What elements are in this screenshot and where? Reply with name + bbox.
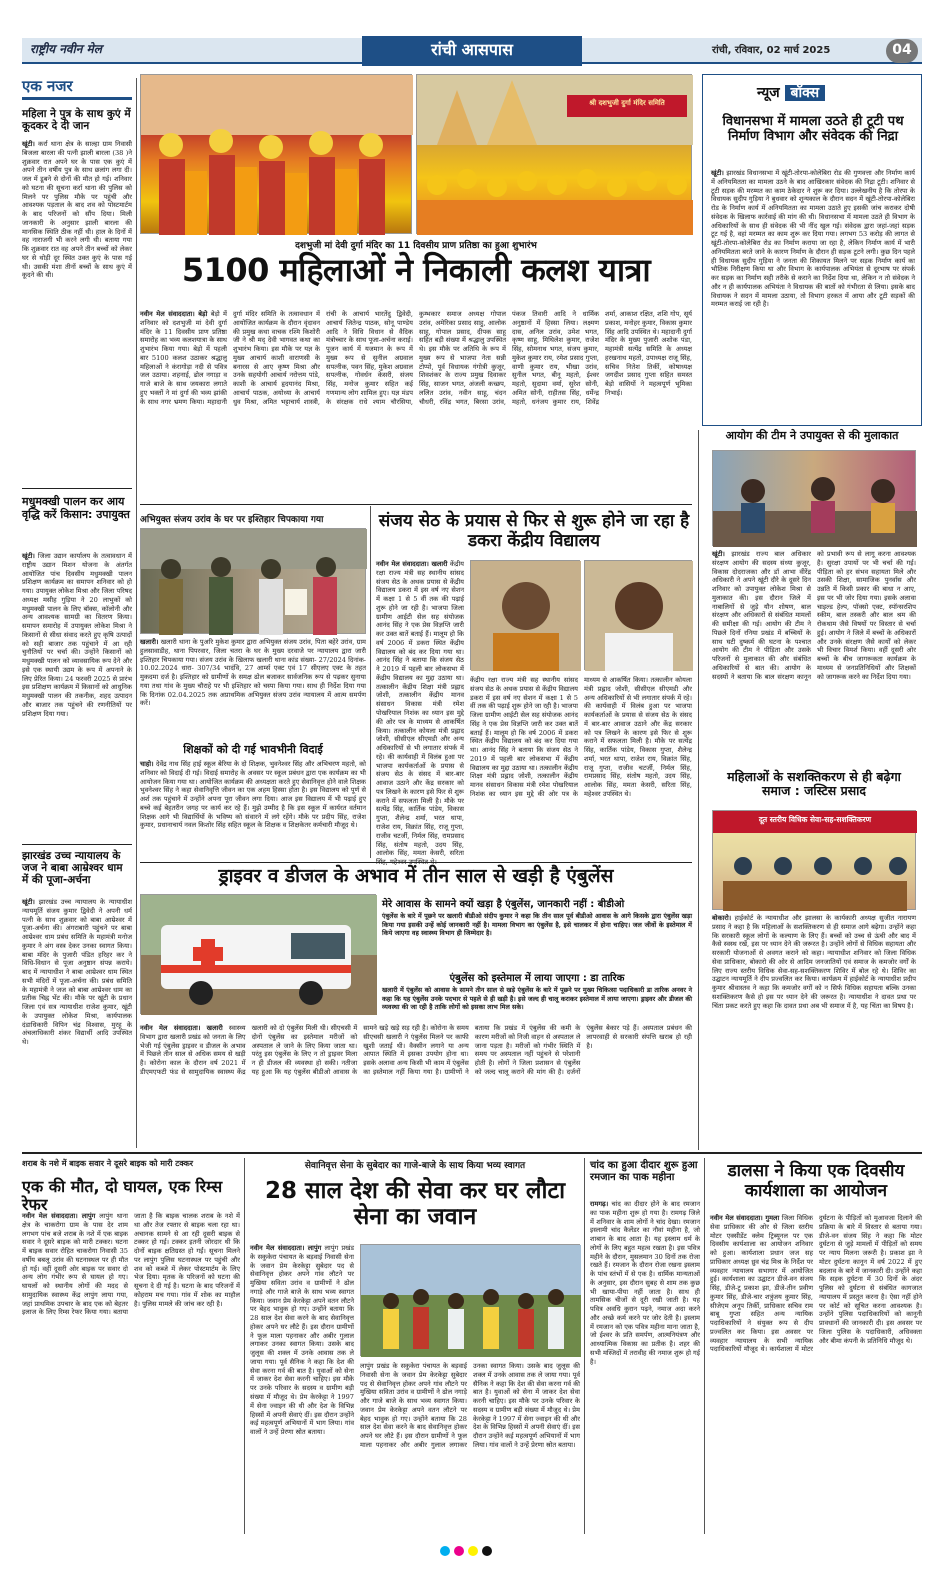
swatch-yellow <box>468 1546 478 1556</box>
kendriya-headline: संजय सेठ के प्रयास से फिर से शुरू होने जा रहा है डकरा केंद्रीय विद्यालय <box>378 511 690 551</box>
mahila-samaj-photo <box>712 810 916 910</box>
sanjay-seth-photo <box>470 560 580 670</box>
ambulance-intro-tarik: खलारी में एंबुलेंस को आवास के सामने तीन साल से खड़े एंबुलेंस के बारे में पूछने पर मुख्य चिकित्सा पदाधिकारी डा तारिक अनवर ने कहा कि यह एंबुलेंस उनके पदभार से पहले से ही खड़ी है। इसे जल्द ही चालू कराकर इस्तेमाल में लाया जाएगा। ड्राइवर और डीजल की व्यवस्था की जा रही है ताकि लोगों को इसका लाभ मिल सके। <box>382 986 692 1012</box>
masthead <box>22 38 922 64</box>
shikshak-headline: शिक्षकों को दी गई भावभीनी विदाई <box>183 743 323 756</box>
ambulance-headline: ड्राइवर व डीजल के अभाव में तीन साल से खड़ी है एंबुलेंस <box>218 865 614 887</box>
ambulance-photo <box>140 894 376 1014</box>
kalash-photo-caption: दशभुजी मां देवी दुर्गा मंदिर का 11 दिवसीय प्राण प्रतिष्ठा का हुआ शुभारंभ <box>295 241 537 251</box>
issue-date: रांची, रविवार, 02 मार्च 2025 <box>712 45 831 56</box>
sena-photo <box>360 1244 580 1356</box>
brief2-body: खूंटी। जिला उद्यान कार्यालय के तत्वावधान में राष्ट्रीय उद्यान मिशन योजना के अंतर्गत आयोजित पांच दिवसीय मधुमक्खी पालन प्रशिक्षण कार्यक्रम का समापन शनिवार को हो गया। उपायुक्त लोकेश मिश्रा और जिला परिषद अध्यक्ष मसीह गुड़िया ने 20 लाभुकों को मधुमक्खी पालन के लिए बॉक्स, कॉलोनी और अन्य आवश्यक सामग्री का वितरण किया। समापन समारोह में उपायुक्त लोकेश मिश्रा ने किसानों से सीधा संवाद करते हुए कृषि उत्पादों को सही बाजार तक पहुंचाने में आ रही चुनौतियों पर चर्चा की। उन्होंने किसानों को मधुमक्खी पालन को व्यावसायिक रूप देने और इसे एक स्थायी उद्यम के रूप में अपनाने के लिए प्रेरित किया। 24 फरवरी 2025 से प्रारंभ इस प्रशिक्षण कार्यक्रम में किसानों को आधुनिक मधुमक्खी पालन की तकनीक, शहद उत्पादन और बाजार तक पहुंचने की रणनीतियों पर प्रशिक्षण दिया गया। <box>22 552 132 718</box>
ayog-body: खूंटी। झारखंड राज्य बाल अधिकार संरक्षण आयोग की सदस्य संध्या कुजूर, विकास दोदराजका और डॉ आभा वीरेंद्र अधिकारी ने अपने खूंटी दौरे के दूसरे दिन शनिवार को उपायुक्त लोकेश मिश्रा से मुलाकात की। इस दौरान जिले में नाबालिगों से जुड़े यौन शोषण, बाल संरक्षण और अधिकारों से संबंधित मामलों की समीक्षा की गई। आयोग की टीम ने पिछले दिनों रनिया प्रखंड में बच्चियों के साथ घटी दुष्कर्म की घटना के पश्चात आयोग की टीम ने पीड़िता और उसके परिजनों से मुलाकात की और संबंधित अधिकारियों से बात की। आयोग के सदस्यों ने बताया कि बाल संरक्षण कानून को प्रभावी रूप से लागू करना आवश्यक है। सुरक्षा उपायों पर भी चर्चा की गई। पीड़िता को हर संभव सहायता मिले और उसकी शिक्षा, सामाजिक पुनर्वास और उन्नति में किसी प्रकार की बाधा न आए, इस पर भी जोर दिया गया। इसके अलावा चाइल्ड हेल्प, पॉक्सो एक्ट, स्पॉन्सरशिप स्कीम, बाल तस्करी और बाल श्रम की रोकथाम जैसे विषयों पर विस्तार से चर्चा हुई। आयोग ने जिले में बच्चों के अधिकारों और उनके संरक्षण जैसे कार्यों को लेकर भी विचार विमर्श किया। वहीं दूसरी ओर बच्चों के बीच जागरूकता कार्यक्रम के माध्यम से जनप्रतिनिधियों और शिक्षकों को जागरूक करने का निर्देश दिया गया। <box>712 550 916 681</box>
divider <box>22 488 132 489</box>
bike-kicker: शराब के नशे में बाइक सवार ने दूसरे बाइक को मारी टक्कर <box>22 1159 194 1168</box>
sena-body-col2: लापुंग प्रखंड के सकुकेरा पंचायत के बड़वाई निवासी सेना के जवान प्रेम केरकेट्टा सुबेदार पद से सेवानिवृत्त होकर अपने गांव लौटने पर मुखिया सविता उरांव व ग्रामीणों ने ढोल नगाड़े और गाजे बाजे के साथ भव्य स्वागत किया। जवान प्रेम केरकेट्टा अपने वतन लौटने पर बेहद भावुक हो गए। उन्होंने बताया कि 28 साल देश सेवा करने के बाद सेवानिवृत्त होकर अपने घर लौटे हैं। इस दौरान ग्रामीणों ने फूल माला पहनाकर और अबीर गुलाल लगाकर उनका स्वागत किया। उसके बाद जुलूस की शक्ल में उनके आवास तक ले जाया गया। पूर्व सैनिक ने कहा कि देश की सेवा करना गर्व की बात है। युवाओं को सेना में जाकर देश सेवा करनी चाहिए। इस मौके पर उनके परिवार के सदस्य व ग्रामीण बड़ी संख्या में मौजूद थे। प्रेम केरकेट्टा ने 1997 में सेना ज्वाइन की थी और देश के विभिन्न हिस्सों में अपनी सेवाएं दीं। इस दौरान उन्होंने कई महत्वपूर्ण अभियानों में भाग लिया। गांव वालों ने उन्हें प्रेरणा स्रोत बताया। <box>360 1362 580 1449</box>
ambulance-intro-bdo: एंबुलेंस के बारे में पूछने पर खलारी बीडीओ संदीप कुमार ने कहा कि तीन साल पूर्व बीडीओ आवास के आगे किसके द्वारा एंबुलेंस खड़ा किया गया इसकी उन्हें कोई जानकारी नहीं है। मामला विभाग का एंबुलेंस है, इसे चालकर में होना चाहिए। जल जीवों के इस्तेमाल में किये जाएगा वह स्वास्थ्य विभाग ही जिम्मेदार है। <box>382 912 692 938</box>
ishtehar-body: खलारी। खलारी थाना के पुअरि मुकेश कुमार द्वारा अभियुक्त संजय उरांव, पिता बहेरे उरांव, ग्राम हुलसावाडीह, थाना पिपरवार, जिला चतरा के घर के मुख्य दरवाजे पर न्यायालय द्वारा जारी इश्तिहार चिपकाया गया। संजय उरांव के खिलाफ खलारी थाना कांड संख्या- 27/2024 दिनांक- 10.02.2024 धारा- 307/34 भादंवि, 27 आर्म्स एक्ट एवं 17 सीएलए एक्ट के तहत मुकदमा दर्ज है। इश्तिहार को ग्रामीणों के समक्ष ढोल बजाकर सार्वजनिक रूप से पढ़कर सुनाया गया तथा गांव के मुख्य चौराहे पर भी इश्तिहार को चस्पा किया गया। साथ ही निर्देश दिया गया कि दिनांक 02.04.2025 तक अप्राथमिक अभियुक्त संजय उरांव न्यायालय में आत्म समर्पण करें। <box>140 638 366 708</box>
registration-color-bar <box>440 1546 510 1556</box>
kalash-body: नवीन मेल संवाददाता। बेड़ो बेड़ो में शनिवार को दशभुजी मां देवी दुर्गा मंदिर के 11 दिवसीय प्राण प्रतिष्ठा समारोह का भव्य कलशयात्रा के साथ शुभारंभ किया गया। बेड़ो में पहली बार 5100 कलश उठाकर श्रद्धालु महिलाओं ने कंरागोड़ा नदी से पवित्र जल उठाया। शहनाई, ढोल नगाड़ा व गाजे बाजे के साथ जयकारा लगाते हुए भक्तों ने मां दुर्गा की भव्य झांकी के साथ नगर भ्रमण किया। महादानी दुर्गा मंदिर समिति के तत्वावधान में आयोजित कार्यक्रम के दौरान वृंदावन की प्रमुख कथा वाचक रश्मि किशोरी जी ने श्री मद् देवी भागवत कथा का शुभारंभ किया। इस मौके पर यज्ञ के मुख्य आचार्य काशी वाराणसी के बनारस से आए कृष्ण मिश्रा और उनके सहयोगी आचार्य नरोत्तम पांडे, काशी के आचार्य हृदयानंद मिश्रा, आचार्य पाठक, अयोध्या के आचार्य धुव मिश्रा, अमित भट्टाचार्य शास्त्री, रांची के आचार्य भारतेंदु द्विवेदी, आचार्य जितेन्द्र पाठक, सोनू पाण्डेय आदि ने विधि विधान से वैदिक मंत्रोच्चार के साथ पूजा-अर्चना कराई। पूजन कार्य में यजमान के रूप में मुख्य रूप से सुनील अग्रवाल सपत्नीक, पवन सिंह, मुकेश अग्रवाल सपत्नीक, गोवर्धन केसरी, संजय सिंह, मनोज कुमार सहित कई गणमान्य लोग शामिल हुए। यज्ञ मंडप के संरक्षक राधे श्याम चौरसिया, कुम्भकार समाज अध्यक्ष गोपाल उरांव, अमेरिका प्रसाद साहु, आलोक साहू, गोपाल प्रसाद, दीपक साहू सहित बड़ी संख्या में श्रद्धालु उपस्थित थे। इस मौके पर अतिथि के रूप में मुख्य रूप से भाजपा नेता सन्नी टोप्पो, पूर्व विधायक गंगोत्री कुजूर, शिवशंकर के राज्य प्रमुख दिवाकर सिंह, साजन भगत, अंजली कच्छप, ललित उरांव, नवीन साहू, चंदन चौधरी, रविंद्र भगत, बिरसा उरांव, पंकज तिवारी आदि ने धार्मिक अनुष्ठानों में हिस्सा लिया। लक्ष्मण दास, अनिल उरांव, उमेश भगत, कृष्ण साहू, मिथिलेश कुमार, राजेश सिंह, सोमनाथ भगत, संजय कुमार, मुकेश कुमार राय, रमेश प्रसाद गुप्ता, वाणी कुमार राय, भीखा उरांव, सुनील भगत, बीनू महतो, ईश्वर महतो, सुदामा वर्मा, सुरेश सोनी, अमित सोनी, राहीतस सिंह, धर्मेन्द्र महतो, धनंजय कुमार राय, शिवेंद्र शर्मा, आकाश रक्षित, शशि गोप, सूर्य प्रकाश, मनोहर कुमार, विकास कुमार सिंह आदि उपस्थित थे। महादानी दुर्गा मंदिर के मुख्य पुजारी अशोक पंडा, महामंत्री सत्येंद्र समिति के अध्यक्ष हरखनाथ महतो, उपाध्यक्ष राजू सिंह, सचिव नितेश तिर्की, कोषाध्यक्ष जगदीश प्रसाद गुप्ता सहित समस्त बेड़ो वासियों ने महत्वपूर्ण भूमिका निभाई। <box>140 310 692 406</box>
swatch-cyan <box>440 1546 450 1556</box>
column-divider <box>584 1158 585 1534</box>
vidhansabha-body: खूंटी। झारखंड विधानसभा में खूंटी-तोरपा-कोलेबिरा रोड की गुणवत्ता और निर्माण कार्य में अनियमितता का मामला उठने के बाद आखिरकार संवेदक की निद्रा टूटी। शनिवार से टूटी सड़क की मरम्मत का काम ठेकेदार ने शुरू कर दिया। उल्लेखनीय है कि तोरपा के विधायक सुदीप गुड़िया ने बुधवार को शून्यकाल के दौरान सदन में खूंटी-तोरपा-कोलेबिरा रोड के निर्माण कार्य में अनियमितता का मामला उठाते हुए इसकी जांच कराकर दोषी संवेदक के खिलाफ कार्रवाई की मांग की थी। विधानसभा में मामला उठते ही विभाग के अधिकारियों के साथ ही संवेदक की भी नींद खुल गई। संवेदक द्वारा जहां-जहां सड़क टूट गई है, वहां मरम्मत का काम शुरू कर दिया गया। लगभग 53 करोड़ की लागत से खूंटी-तोरपा-कोलेबिरा रोड का निर्माण कराया जा रहा है, लेकिन निर्माण कार्य में भारी अनियमितता बरते जाने के कारण निर्माण के दौरान ही सड़क टूटने लगी। कुछ दिन पहले ही विधायक सुदीप गुड़िया ने जनता की शिकायत मिलने पर सड़क निर्माण कार्य का भौतिक निरीक्षण किया था और विभाग के कार्यपालक अभियंता से दूरभाष पर संपर्क कर सड़क का निर्माण सही तरीके से कराने का निर्देश दिया था, लेकिन न तो संवेदक ने और न ही कार्यपालक अभियंता ने विधायक की बातों को गंभीरता से लिया। इसके बाद विधायक ने सदन में मामला उठाया, तो विभाग हरकत में आया और टूटी सड़कों की मरम्मत कराई जा रही है। <box>711 169 915 309</box>
sena-body-col1: नवीन मेल संवाददाता। लापुंग लापुंग प्रखंड के सकुकेरा पंचायत के बड़वाई निवासी सेना के जवान प्रेम केरकेट्टा सुबेदार पद से सेवानिवृत्त होकर अपने गांव लौटने पर मुखिया सविता उरांव व ग्रामीणों ने ढोल नगाड़े और गाजे बाजे के साथ भव्य स्वागत किया। जवान प्रेम केरकेट्टा अपने वतन लौटने पर बेहद भावुक हो गए। उन्होंने बताया कि 28 साल देश सेवा करने के बाद सेवानिवृत्त होकर अपने घर लौटे हैं। इस दौरान ग्रामीणों ने फूल माला पहनाकर और अबीर गुलाल लगाकर उनका स्वागत किया। उसके बाद जुलूस की शक्ल में उनके आवास तक ले जाया गया। पूर्व सैनिक ने कहा कि देश की सेवा करना गर्व की बात है। युवाओं को सेना में जाकर देश सेवा करनी चाहिए। इस मौके पर उनके परिवार के सदस्य व ग्रामीण बड़ी संख्या में मौजूद थे। प्रेम केरकेट्टा ने 1997 में सेना ज्वाइन की थी और देश के विभिन्न हिस्सों में अपनी सेवाएं दीं। इस दौरान उन्होंने कई महत्वपूर्ण अभियानों में भाग लिया। गांव वालों ने उन्हें प्रेरणा स्रोत बताया। <box>250 1244 354 1437</box>
kendriya-body-col2: केंद्रीय रक्षा राज्य मंत्री सह स्थानीय सांसद संजय सेठ के अथक प्रयास से केंद्रीय विद्यालय डकरा में इस वर्ष नए सेशन में कक्षा 1 से 5 वीं तक की पढ़ाई शुरू होने जा रही है। भाजपा जिला ग्रामीण आईटी सेल सह संयोजक आनंद सिंह ने एक प्रेस विज्ञप्ति जारी कर उक्त बातें बताई हैं। मालूम हो कि वर्ष 2006 में डकरा स्थित केंद्रीय विद्यालय को बंद कर दिया गया था। आनंद सिंह ने बताया कि संजय सेठ ने 2019 में पहली बार लोकसभा में केंद्रीय विद्यालय का मुद्दा उठाया था। तत्कालीन केंद्रीय शिक्षा मंत्री प्रह्लाद जोशी, तत्कालीन केंद्रीय मानव संसाधन विकास मंत्री रमेश पोखरियाल निशंक का ध्यान इस मुद्दे की ओर पत्र के माध्यम से आकर्षित किया। तत्कालीन कोयला मंत्री प्रह्लाद जोशी, सीसीएल सीएमडी और अन्य अधिकारियों से भी लगातार संपर्क में रहे। की कार्यवाही में विलंब हुआ पर भाजपा कार्यकर्ताओं के प्रयास से संजय सेठ के संसद में बार-बार आवाज उठाने और केंद्र सरकार को पत्र लिखने के कारण इसे फिर से शुरू कराने में सफलता मिली है। मौके पर सत्येंद्र सिंह, कार्तिक पांडेय, विकास गुप्ता, शैलेन्द्र शर्मा, भरत थापा, राजेश राय, विक्रांत सिंह, राजू गुप्ता, राजीव चटर्जी, निर्मल सिंह, रामप्रसाद सिंह, संतोष महतो, उदय सिंह, आलोक सिंह, ममता केसरी, सरिता सिंह, महेश्वर उपस्थित थे। <box>470 676 692 798</box>
ramzan-body: रामगढ़। चांद का दीदार होने के बाद रमजान का पाक महीना शुरू हो गया है। रामगढ़ जिले में शनिवार के शाम लोगों ने चांद देखा। रमजान इस्लामी चांद कैलेंडर का नौवां महीना है, जो शाबान के बाद आता है। यह इस्लाम धर्म के लोगों के लिए बहुत महत्व रखता है। इस पवित्र महीने के दौरान, मुसलमान 30 दिनों तक रोजा रखते हैं। रमजान के दौरान रोजा रखना इस्लाम के पांच स्तंभों में से एक है। धार्मिक मान्यताओं के अनुसार, इस दौरान सुबह से शाम तक कुछ भी खाया-पीया नहीं जाता है। साथ ही तामसिक चीजों से दूरी रखी जाती है। यह पवित्र अवधि कुरान पढ़ने, नमाज अदा करने और अच्छे कर्म करने पर जोर देती है। इस्लाम में रमजान को एक पवित्र महीना माना जाता है, जो ईश्वर के प्रति समर्पण, आत्मनियंत्रण और आध्यात्मिक विकास का प्रतीक है। शहर की सभी मस्जिदों में तरावीह की नमाज शुरू हो गई है। <box>590 1200 700 1366</box>
dalsa-body: नवीन मेल संवाददाता। गुमला जिला विधिक सेवा प्राधिकार की ओर से जिला स्तरीय मोटर एक्सीडेंट क्लेम ट्रिब्यूनल पर एक दिवसीय कार्यशाला का आयोजन शनिवार को हुआ। कार्यशाला प्रधान जज सह प्राधिकार अध्यक्ष ध्रुव चंद्र मिश्र के निर्देश पर व्यवहार न्यायालय सभागार में आयोजित हुई। कार्यशाला का उद्घाटन डीजे-वन संजय सिंह, डीजे-टू प्रकाश झा, डीजे-तीन प्रवीण कुमार सिंह, डीजे-चार शत्रुंजय कुमार सिंह, सीजेएम अनूप तिर्की, प्राधिकार सचिव राम बाबू गुप्ता सहित अन्य न्यायिक पदाधिकारियों ने संयुक्त रूप से दीप प्रज्वलित कर किया। इस अवसर पर व्यवहार न्यायालय के सभी न्यायिक पदाधिकारियों मौजूद थे। कार्यशाला में मोटर दुर्घटना के पीड़ितों को मुआवजा दिलाने की प्रक्रिया के बारे में विस्तार से बताया गया। डीजे-वन संजय सिंह ने कहा कि मोटर दुर्घटना से जुड़े मामलों में पीड़ितों को समय पर न्याय मिलना जरूरी है। प्रकाश झा ने मोटर दुर्घटना कानून में वर्ष 2022 में हुए बदलाव के बारे में जानकारी दी। उन्होंने कहा कि सड़क दुर्घटना में 30 दिनों के अंदर पुलिस को दुर्घटना से संबंधित कागजात न्यायालय में प्रस्तुत करना है। ऐसा नहीं होने पर कोर्ट को सूचित करना आवश्यक है। उन्होंने पुलिस पदाधिकारियों को कानूनी प्रावधानों की जानकारी दी। इस अवसर पर जिला पुलिस के पदाधिकारी, अधिवक्ता और बीमा कंपनी के प्रतिनिधि मौजूद थे। <box>710 1214 922 1354</box>
bike-headline: एक की मौत, दो घायल, एक रिम्स रेफर <box>22 1177 223 1215</box>
brief1-body: खूंटी। कर्रा थाना क्षेत्र के साल्हा ग्राम निवासी बिजला बारला की पत्नी झाली बारला (38 )ने शुक्रवार रात अपने घर के पास एक कुएं में अपने तीन वर्षीय पुत्र के साथ छलांग लगा दी। जल में डूबने से दोनों की मौत हो गई। शनिवार को घटना की सूचना कर्रा थाना की पुलिस को मिलने पर पुलिस मौके पर पहुंची और आवश्यक पड़ताल के बाद शव को पोस्टमार्टम के बाद परिजनों को सौंप दिया। मिली जानकारी के अनुसार झाली बारला की मानसिक स्थिति ठीक नहीं थी। हाल के दिनों में वह नाराजगी भी करने लगी थी। बताया गया कि शुक्रवार रात वह अपने तीन बच्चों को लेकर घर से थोड़ी दूर स्थित उक्त कुएं के पास गई थी। उसकी मंशा तीनों बच्चों के साथ कुएं में कूदने की थी। <box>22 140 132 280</box>
brief1-title: महिला ने पुत्र के साथ कुएं में कूदकर दे दी जान <box>22 108 131 133</box>
meeting-illustration <box>713 451 917 547</box>
portrait-illustration <box>471 561 581 671</box>
sena-kicker: सेवानिवृत्त सेना के सुबेदार का गाजे-बाजे के साथ किया भव्य स्वागत <box>304 1161 526 1171</box>
brief3-body: खूंटी। झारखंड उच्च न्यायालय के न्यायाधीश न्यायमूर्ति संजय कुमार द्विवेदी ने अपनी धर्म पत्नी के साथ शुक्रवार को बाबा आम्रेश्वर में पूजा-अर्चना की। अंगराबारी पहुंचने पर बाबा आम्रेश्वर धाम प्रबंध समिति के महामंत्री मनोज कुमार ने अंग वस्त्र देकर उनका स्वागत किया। बाबा मंदिर के पुजारी पंडित हरिहर कर ने विधि-विधान से पूजा अनुष्ठान संपन्न कराये। बाद में न्यायाधीश ने बाबा आम्रेश्वर धाम स्थित सभी मंदिरों में पूजा-अर्चना की। प्रबंध समिति के महामंत्री ने जज को बाबा आम्रेश्वर धाम का प्रतीक चिह्न भेंट की। मौके पर खूंटी के प्रधान जिला एवं सत्र न्यायाधीश राजेश कुमार, खूंटी के उपायुक्त लोकेश मिश्रा, कार्यपालक दंडाधिकारी विपिन चंद्र विश्वास, मुरहू के अंचलाधिकारी शंकर विद्यार्थी आदि उपस्थित थे। <box>22 898 132 1047</box>
divider <box>140 504 692 505</box>
column-divider <box>136 78 137 1148</box>
column-divider <box>704 1158 705 1534</box>
kalash-photo-left <box>140 74 412 234</box>
sena-headline: 28 साल देश की सेवा कर घर लौटा सेना का जवान <box>264 1178 566 1231</box>
bike-body: नवीन मेल संवाददाता। लापुंग लापुंग थाना क्षेत्र के चाकरोगा ग्राम के पास देर शाम लगभग पांच बजे शराब के नशे में एक बाइक सवार ने दूसरे बाइक को मारी टक्कर। घटना में बाइक सवार रोहित चाकरोगा निवासी 35 वर्षीय बबलू उरांव की घटनास्थल पर ही मौत हो गई। वहीं दूसरी ओर बाइक पर सवार दो अन्य लोग गंभीर रूप से घायल हो गए। घायलों को स्थानीय लोगों की मदद से सामुदायिक स्वास्थ्य केंद्र लापुंग लाया गया, जहां प्राथमिक उपचार के बाद एक को बेहतर इलाज के लिए रिम्स रेफर किया गया। बताया जाता है कि बाइक चालक शराब के नशे में था और तेज रफ्तार से बाइक चला रहा था। अचानक सामने से आ रही दूसरी बाइक से टक्कर हो गई। टक्कर इतनी जोरदार थी कि दोनों बाइक क्षतिग्रस्त हो गईं। सूचना मिलने पर लापुंग पुलिस घटनास्थल पर पहुंची और शव को कब्जे में लेकर पोस्टमार्टम के लिए भेज दिया। मृतक के परिजनों को घटना की सूचना दे दी गई है। घटना के बाद परिजनों में कोहराम मच गया। गांव में शोक का माहौल है। पुलिस मामले की जांच कर रही है। <box>22 1212 240 1317</box>
police-illustration <box>141 529 367 635</box>
news-box-label <box>757 85 825 101</box>
mahila-samaj-banner-text: दूत स्तरीय विधिक सेवा-सह-सशक्तिकरण <box>758 815 872 824</box>
brief2-title: मधुमक्खी पालन कर आय वृद्धि करें किसान: उपायुक्त <box>22 495 130 521</box>
ishtehar-photo <box>140 528 366 634</box>
ambulance-subhead-bdo: मेरे आवास के सामने क्यों खड़ा है एंबुलेंस, जानकारी नहीं : बीडीओ <box>382 899 625 910</box>
column-divider <box>698 430 699 1150</box>
kalash-photo-right <box>416 74 692 234</box>
section-title: रांची आसपास <box>362 36 582 66</box>
news-box-label-b: बॉक्स <box>785 85 826 101</box>
temple-banner-text: श्री दशभुजी दुर्गा मंदिर समिति <box>589 99 665 107</box>
brief3-title: झारखंड उच्च न्यायालय के जज ने बाबा आम्रेश्वर धाम में की पूजा-अर्चना <box>22 850 123 887</box>
ambulance-subhead-tarik: एंबुलेंस को इस्तेमाल में लाया जाएगा : डा तारिक <box>449 973 625 984</box>
column-divider <box>370 506 371 858</box>
page-number: 04 <box>886 39 918 63</box>
ramzan-headline: चांद का हुआ दीदार शुरू हुआ रमजान का पाक महीना <box>590 1160 698 1183</box>
column-divider <box>244 1158 245 1534</box>
news-box-vidhansabha <box>702 74 922 426</box>
news-box-label-a: न्यूज <box>757 85 780 101</box>
portrait-illustration-2 <box>585 561 693 671</box>
vidhansabha-headline: विधानसभा में मामला उठते ही टूटी पथ निर्माण विभाग और संवेदक की निद्रा <box>722 114 904 144</box>
ayog-photo <box>712 450 916 546</box>
section-label-ek-nazar: एक नजर <box>22 78 132 100</box>
left-column <box>22 78 132 1148</box>
dalsa-headline: डालसा ने किया एक दिवसीय कार्यशाला का आयोजन <box>727 1161 905 1201</box>
mahila-samaj-body: बोकारो। हाईकोर्ट के न्यायाधीश और झालसा के कार्यकारी अध्यक्ष सुजीत नारायण प्रसाद ने कहा है कि महिलाओं के सशक्तिकरण से ही समाज आगे बढ़ेगा। उन्होंने कहा कि सरकारी स्कूल लोगों के कल्याण के लिए हैं। बच्चों को उच्च से ऊंची और बाद में कैसे स्वस्थ रखें, इस पर ध्यान देने की जरूरत है। उन्होंने लोगों से विधिक सहायता और सरकारी योजनाओं से अवगत कराने को कहा। न्यायाधीश शनिवार को जिला विधिक सेवा प्राधिकार, बोकारो की ओर से आदिम जनजातियों एवं समाज के कमजोर वर्गों के लिए राज्य स्तरीय विधिक सेवा-सह-सशक्तिकरण शिविर में बोल रहे थे। शिविर का उद्घाटन न्यायमूर्ति ने दीप प्रज्वलित कर किया। कार्यक्रम में हाईकोर्ट के न्यायाधीश प्रदीप कुमार श्रीवास्तव ने कहा कि कमजोर वर्गों को न सिर्फ विधिक सहायता बल्कि उनका सशक्तिकरण कैसे हो इस पर ध्यान देने की जरूरत है। न्यायाधीश ने दावत प्रथा पर चिंता प्रकट करते हुए कहा कि दावत प्रथा अब भी समाज में है, यह चिंता का विषय है। <box>712 914 916 1010</box>
divider <box>140 862 692 863</box>
welcome-illustration <box>361 1245 581 1357</box>
kalash-headline: 5100 महिलाओं ने निकाली कलश यात्रा <box>181 251 651 289</box>
kendriya-body-col1: नवीन मेल संवाददाता। खलारी केंद्रीय रक्षा राज्य मंत्री सह स्थानीय सांसद संजय सेठ के अथक प्रयास से केंद्रीय विद्यालय डकरा में इस वर्ष नए सेशन में कक्षा 1 से 5 वीं तक की पढ़ाई शुरू होने जा रही है। भाजपा जिला ग्रामीण आईटी सेल सह संयोजक आनंद सिंह ने एक प्रेस विज्ञप्ति जारी कर उक्त बातें बताई हैं। मालूम हो कि वर्ष 2006 में डकरा स्थित केंद्रीय विद्यालय को बंद कर दिया गया था। आनंद सिंह ने बताया कि संजय सेठ ने 2019 में पहली बार लोकसभा में केंद्रीय विद्यालय का मुद्दा उठाया था। तत्कालीन केंद्रीय शिक्षा मंत्री प्रह्लाद जोशी, तत्कालीन केंद्रीय मानव संसाधन विकास मंत्री रमेश पोखरियाल निशंक का ध्यान इस मुद्दे की ओर पत्र के माध्यम से आकर्षित किया। तत्कालीन कोयला मंत्री प्रह्लाद जोशी, सीसीएल सीएमडी और अन्य अधिकारियों से भी लगातार संपर्क में रहे। की कार्यवाही में विलंब हुआ पर भाजपा कार्यकर्ताओं के प्रयास से संजय सेठ के संसद में बार-बार आवाज उठाने और केंद्र सरकार को पत्र लिखने के कारण इसे फिर से शुरू कराने में सफलता मिली है। मौके पर सत्येंद्र सिंह, कार्तिक पांडेय, विकास गुप्ता, शैलेन्द्र शर्मा, भरत थापा, राजेश राय, विक्रांत सिंह, राजू गुप्ता, राजीव चटर्जी, निर्मल सिंह, रामप्रसाद सिंह, संतोष महतो, उदय सिंह, आलोक सिंह, ममता केसरी, सरिता <box>376 560 464 858</box>
ishtehar-kicker: अभियुक्त संजय उरांव के घर पर इश्तिहार चिपकाया गया <box>140 515 324 525</box>
swatch-black <box>482 1546 492 1556</box>
stage-illustration <box>713 811 917 911</box>
ambulance-body: नवीन मेल संवाददाता। खलारी स्वास्थ्य विभाग द्वारा खलारी प्रखंड को जनता के लिए भेजी गई एंबुलेंस ड्राइवर व डीजल के अभाव में पिछले तीन साल से अधिक समय से खड़ी है। कोरोना काल के दौरान वर्ष 2021 में डीएमएफटी फंड से सामुदायिक स्वास्थ्य केंद्र खलारी को दो एंबुलेंस मिली थी। सीएचसी में दोनों एंबुलेंस का इस्तेमाल मरीजों को अस्पताल ले जाने के लिए किया जाता था। परंतु इस एंबुलेंस के लिए न तो ड्राइवर मिला न ही डीजल की व्यवस्था हो सकी। नतीजा यह हुआ कि यह एंबुलेंस बीडीओ आवास के सामने खड़े खड़े सड़ रही है। कोरोना के समय सीएचसी खलारी ने एंबुलेंस मिलने पर काफी खुशी जताई थी। वैक्सीन लगाने या अन्य आपात स्थिति में इसका उपयोग होना था। इसके अलावा अन्य किसी भी काम में एंबुलेंस का इस्तेमाल नहीं किया गया है। ग्रामीणों ने बताया कि प्रखंड में एंबुलेंस की कमी के कारण मरीजों को निजी वाहन से अस्पताल ले जाना पड़ता है। मरीजों को गंभीर स्थिति में समय पर अस्पताल नहीं पहुंचने से परेशानी होती है। लोगों ने जिला प्रशासन से एंबुलेंस को जल्द चालू कराने की मांग की है। दर्जनों एंबुलेंस बेकार पड़े हैं। अस्पताल प्रबंधन की लापरवाही से सरकारी संपत्ति खराब हो रही है। <box>140 1024 692 1076</box>
bottom-divider <box>22 1152 922 1154</box>
divider <box>22 844 132 845</box>
procession-illustration <box>141 75 413 235</box>
mahila-samaj-headline: महिलाओं के सशक्तिकरण से ही बढ़ेगा समाज : जस्टिस प्रसाद <box>727 769 901 799</box>
paper-name: राष्ट्रीय नवीन मेल <box>30 42 102 56</box>
ambulance-illustration <box>141 895 377 1015</box>
shikshak-body: चाहो। देवेंद्र नाथ सिंह हाई स्कूल बेरिया के दो शिक्षक, भुवनेश्वर सिंह और अभिचरण महतो, को शनिवार को विदाई दी गई। विदाई समारोह के अवसर पर स्कूल प्रबंधन द्वारा एक कार्यक्रम का भी आयोजन किया गया था। आयोजित कार्यक्रम की अध्यक्षता करते हुए सेवानिवृत्त होने वाले शिक्षक भुवनेश्वर सिंह ने कहा सेवानिवृत्ति जीवन का एक अहम हिस्सा होता है। इस विद्यालय को पूर्ण से अर्श तक पहुंचाने में उन्होंने अपना पूरा जीवन लगा दिया। आज इस विद्यालय में भी पढ़ाई हुए बच्चे कई बेहतरीन जगह पर कार्य कर रहे हैं। मुझे उम्मीद है कि इस स्कूल में कार्यरत वर्तमान शिक्षक आगे भी विद्यार्थियों के भविष्य को संवारने में लगे रहेंगे। मौके पर प्रदीप सिंह, राजेश कुमार, प्रधानाचार्य नवल किशोर सिंह सहित स्कूल के शिक्षक व शिक्षकेतर कर्मचारी मौजूद थे। <box>140 760 366 830</box>
ayog-headline: आयोग की टीम ने उपायुक्त से की मुलाकात <box>725 429 899 442</box>
swatch-magenta <box>454 1546 464 1556</box>
school-photo <box>584 560 692 670</box>
